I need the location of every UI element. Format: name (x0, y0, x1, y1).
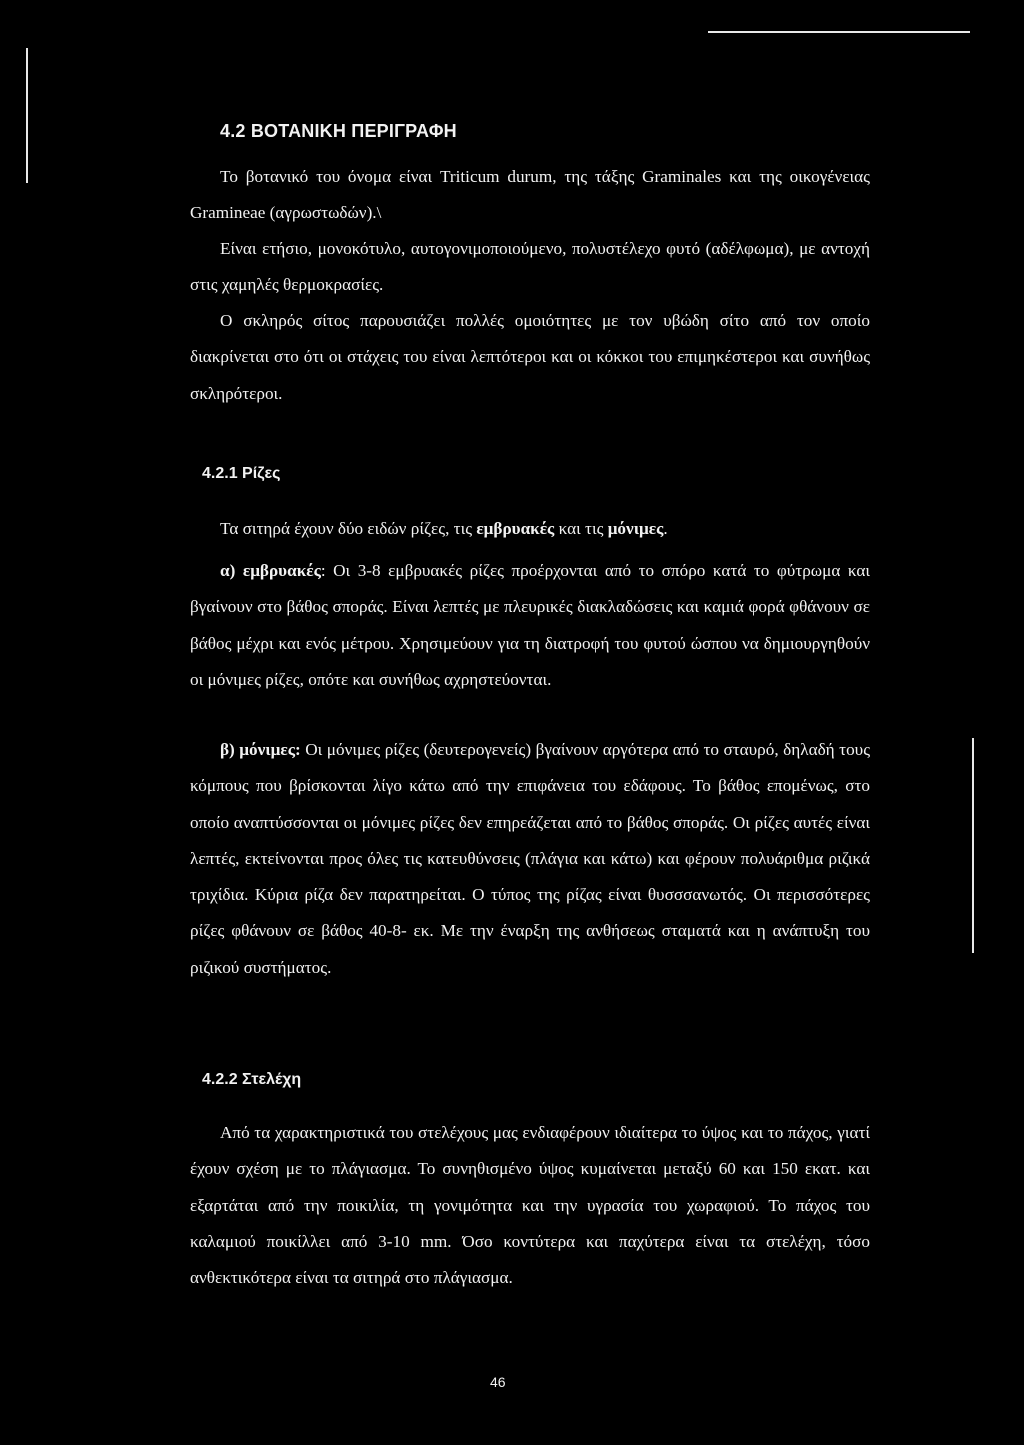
permanent-roots-text: Οι μόνιμες ρίζες (δευτερογενείς) βγαίνουν αργότερα από το σταυρό, δηλαδή τους κόμπους που βρίσκονται λίγο κάτω από την επιφάνεια του εδάφους. Το βάθος επομένως, στο οποίο αναπτύσσονται οι μόνιμες ρίζες δεν επηρεάζεται από το βάθος σποράς. Οι ρίζες αυτές είναι λεπτές, εκτείνονται προς όλες τις κατευθύνσεις (πλάγια και κάτω) και φέρουν πολυάριθμα ριζικά τριχίδια. Κύρια ρίζα δεν παρατηρείται. Ο τύπος της ρίζας είναι θυσσσανωτός. Οι περισσότερες ρίζες φθάνουν σε βάθος 40-8- εκ. Με την έναρξη της ανθήσεως σταματά και η ανάπτυξη του ριζικού συστήματος. (190, 740, 870, 977)
paragraph-embryonic-roots (190, 553, 870, 698)
section-heading: 4.2 ΒΟΤΑΝΙΚΗ ΠΕΡΙΓΡΑΦΗ (220, 121, 457, 141)
paragraph-hard-wheat: Ο σκληρός σίτος παρουσιάζει πολλές ομοιότητες με τον υβώδη σίτο από τον οποίο διακρίνεται στο ότι οι στάχεις του είναι λεπτότεροι και οι κόκκοι του επιμηκέστεροι και συνήθως σκληρότεροι. (190, 311, 870, 403)
roots-intro-permanent: μόνιμες (607, 519, 664, 538)
page-number: 46 (490, 1374, 506, 1390)
roots-intro-joiner: και τις (554, 519, 608, 538)
roots-intro-end: . (663, 519, 668, 538)
stems-heading: 4.2.2 Στελέχη (202, 1071, 302, 1088)
embryonic-roots-text: : Οι 3-8 εμβρυακές ρίζες προέρχονται από το σπόρο κατά το φύτρωμα και βγαίνουν στο βάθος σποράς. Είναι λεπτές με πλευρικές διακλαδώσεις και καμιά φορά φθάνουν σε βάθος μέχρι και ενός μέτρου. Χρησιμεύουν για τη διατροφή του φυτού ώσπου να δημιουργηθούν οι μόνιμες ρίζες, οπότε και συνήθως αχρηστεύονται. (190, 561, 870, 689)
roots-heading: 4.2.1 Ρίζες (202, 465, 281, 482)
top-rule (708, 31, 970, 33)
permanent-roots-label: β) μόνιμες: (220, 740, 301, 759)
embryonic-roots-label: α) εμβρυακές (220, 561, 321, 580)
paragraph-permanent-roots (190, 732, 870, 986)
roots-intro-text: Τα σιτηρά έχουν δύο ειδών ρίζες, τις (220, 519, 477, 538)
paragraph-stems: Από τα χαρακτηριστικά του στελέχους μας ενδιαφέρουν ιδιαίτερα το ύψος και το πάχος, γιατί έχουν σχέση με το πλάγιασμα. Το συνηθισμένο ύψος κυμαίνεται μεταξύ 60 και 150 εκατ. και εξαρτάται από την ποικιλία, τη γονιμότητα και την υγρασία του χωραφιού. Το πάχος του καλαμιού ποικίλλει από 3-10 mm. Όσο κοντύτερα και παχύτερα είναι τα στελέχη, τόσο ανθεκτικότερα είναι τα σιτηρά στο πλάγιασμα. (190, 1123, 870, 1288)
paragraph-botanical-name: Το βοτανικό του όνομα είναι Triticum durum, της τάξης Graminales και της οικογένειας Gramineae (αγρωστωδών).\ (190, 167, 870, 223)
roots-intro-embryonic: εμβρυακές (476, 519, 555, 538)
paragraph-roots-intro (190, 511, 870, 547)
right-margin-rule (972, 738, 974, 953)
left-margin-rule (26, 48, 28, 183)
paragraph-annual-plant: Είναι ετήσιο, μονοκότυλο, αυτογονιμοποιούμενο, πολυστέλεχο φυτό (αδέλφωμα), με αντοχή στις χαμηλές θερμοκρασίες. (190, 239, 870, 295)
